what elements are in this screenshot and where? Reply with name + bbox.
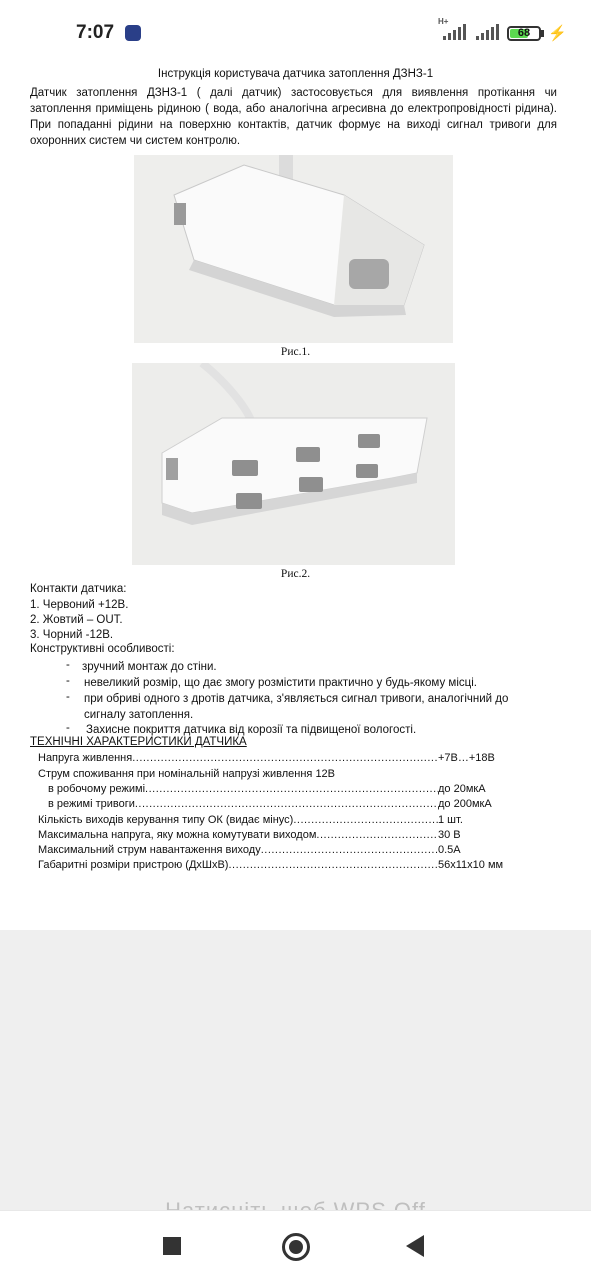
navigation-bar xyxy=(0,1210,591,1281)
list-bullet: - xyxy=(66,675,70,687)
list-bullet: - xyxy=(66,722,70,734)
contact-item: 3. Чорний -12В. xyxy=(30,629,114,641)
feature-item: невеликий розмір, що дає змогу розмістити практично у будь-якому місці. xyxy=(84,677,477,689)
spec-value: 1 шт. xyxy=(438,814,463,826)
contact-item: 2. Жовтий – OUT. xyxy=(30,614,123,626)
charging-icon: ⚡ xyxy=(548,25,567,42)
battery-icon xyxy=(507,26,541,41)
spec-label: в робочому режимі xyxy=(48,783,146,795)
spec-value: 30 В xyxy=(438,829,461,841)
spec-label: Максимальна напруга, яку можна комутувати виходом xyxy=(38,829,317,841)
feature-item: Захисне покриття датчика від корозії та підвищеної вологості. xyxy=(86,724,417,736)
spec-label: Напруга живлення xyxy=(38,752,133,764)
figure-2-image xyxy=(132,363,455,565)
spec-value: 0.5А xyxy=(438,844,461,856)
list-bullet: - xyxy=(66,659,70,671)
spec-label: в режимі тривоги xyxy=(48,798,135,810)
spec-label: Кількість виходів керування типу ОК (видає мінус) xyxy=(38,814,294,826)
spec-row xyxy=(48,798,558,810)
spec-value: 56х11х10 мм xyxy=(438,859,504,871)
list-bullet: - xyxy=(66,691,70,703)
spec-row xyxy=(38,859,558,871)
specs-title: ТЕХНІЧНІ ХАРАКТЕРИСТИКИ ДАТЧИКА xyxy=(30,736,247,748)
network-type: H+ xyxy=(438,17,449,26)
spec-label: Струм споживання при номінальній напрузі живлення 12В xyxy=(38,768,336,780)
spec-value: до 20мкА xyxy=(438,783,486,795)
intro-paragraph: Датчик затоплення ДЗНЗ-1 ( далі датчик) застосовується для виявлення протікання чи затоплення приміщень рідиною ( вода, або аналогічна агресивна до електропровідності рідина). При попаданні рідини на поверхню контактів, датчик формує на виході сигнал тривоги для охоронних систем чи систем контролю. xyxy=(30,87,557,147)
spec-row xyxy=(38,829,558,841)
document-title: Інструкція користувача датчика затоплення ДЗНЗ-1 xyxy=(157,68,434,80)
figure-2-caption: Рис.2. xyxy=(280,568,311,580)
spec-row xyxy=(38,844,558,856)
spec-row xyxy=(38,814,558,826)
signal-icon xyxy=(443,24,467,42)
contact-item: 1. Червоний +12В. xyxy=(30,599,129,611)
back-icon[interactable] xyxy=(406,1235,424,1257)
app-notification-icon xyxy=(125,25,141,41)
status-bar xyxy=(0,0,591,48)
home-icon[interactable] xyxy=(282,1233,310,1261)
features-title: Конструктивні особливості: xyxy=(30,643,175,655)
document-gap xyxy=(0,930,591,1210)
spec-value: до 200мкА xyxy=(438,798,492,810)
spec-row xyxy=(48,783,558,795)
spec-value: +7В…+18В xyxy=(438,752,495,764)
battery-tip xyxy=(541,30,544,37)
figure-1-caption: Рис.1. xyxy=(280,346,311,358)
figure-1-image xyxy=(134,155,453,343)
signal-icon-2 xyxy=(476,24,500,42)
spec-row xyxy=(38,768,558,780)
clock: 7:07 xyxy=(76,22,115,43)
recent-apps-icon[interactable] xyxy=(163,1237,181,1255)
feature-item: при обриві одного з дротів датчика, з'являється сигнал тривоги, аналогічний до сигналу затоплення. xyxy=(84,693,509,721)
feature-item: зручний монтаж до стіни. xyxy=(82,661,217,673)
spec-label: Максимальний струм навантаження виходу xyxy=(38,844,261,856)
battery-level: 68 xyxy=(517,27,531,39)
document-page[interactable] xyxy=(0,48,591,930)
spec-label: Габаритні розміри пристрою (ДхШхВ) xyxy=(38,859,229,871)
spec-row xyxy=(38,752,558,764)
contacts-title: Контакти датчика: xyxy=(30,583,127,595)
